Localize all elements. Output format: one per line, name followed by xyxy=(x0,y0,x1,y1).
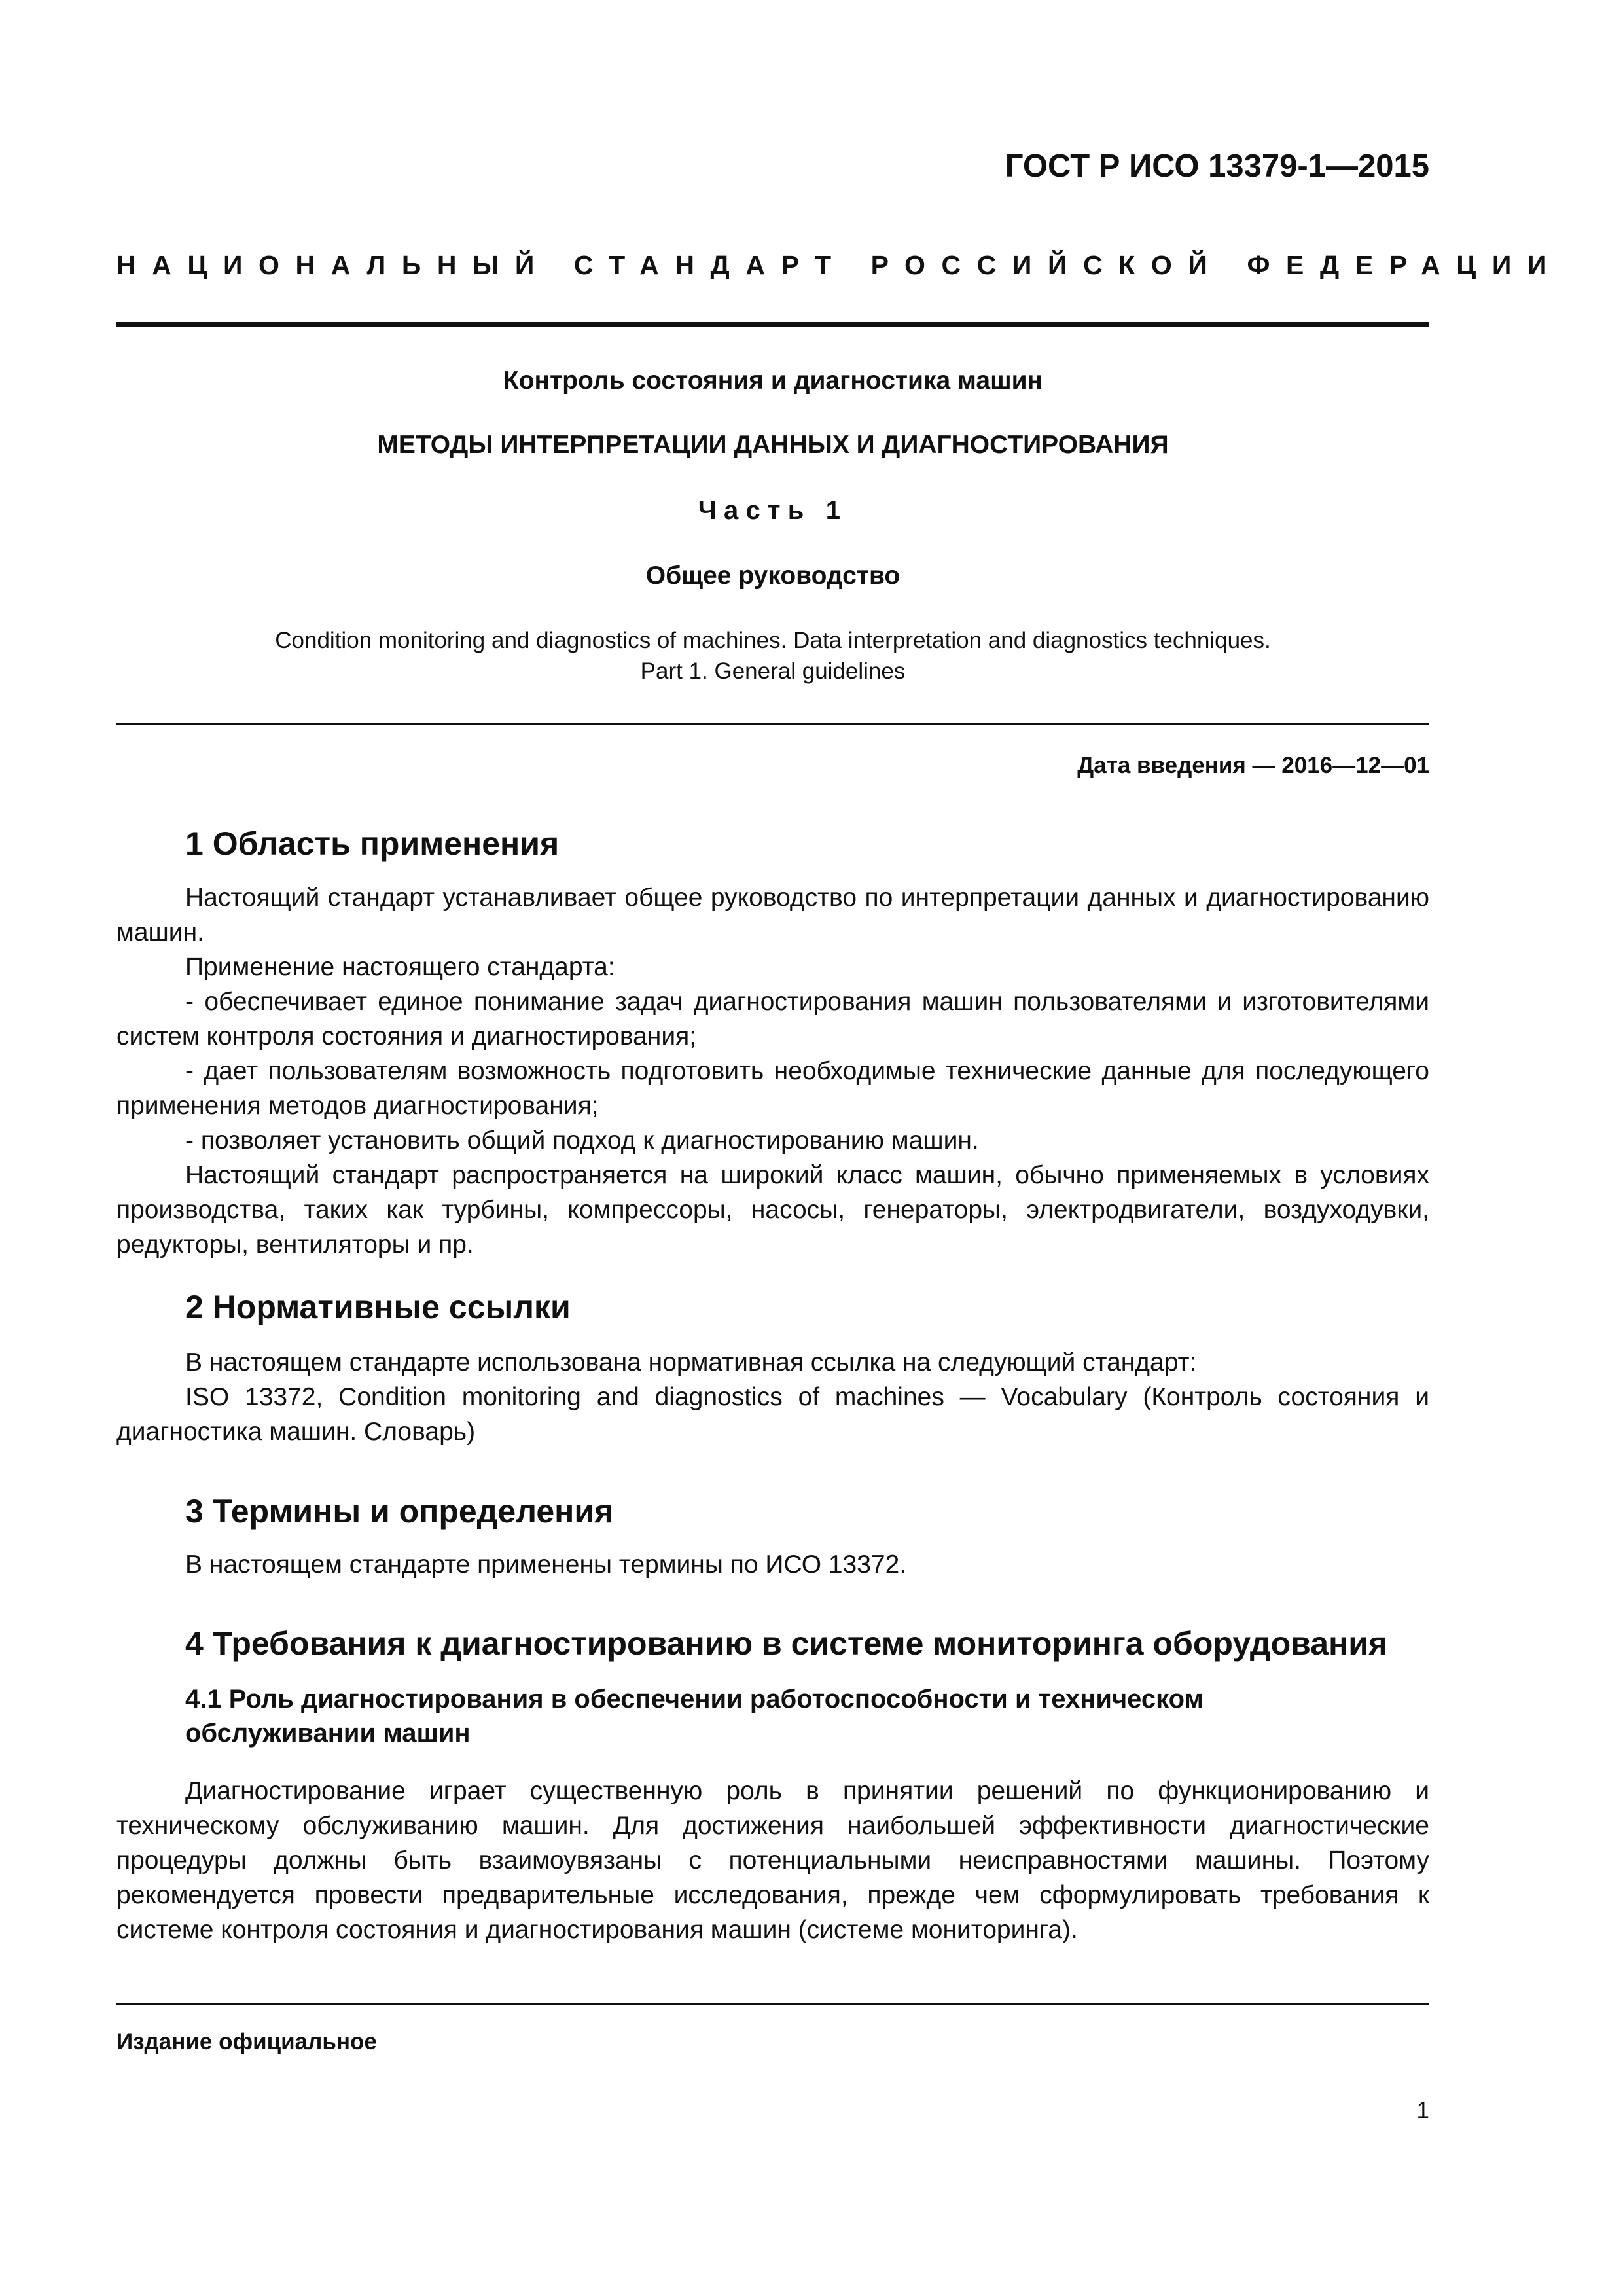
introduction-date: Дата введения — 2016—12—01 xyxy=(1077,753,1429,778)
english-title xyxy=(116,625,1429,687)
section-1-heading: 1 Область применения xyxy=(185,825,560,862)
document-code: ГОСТ Р ИСО 13379-1—2015 xyxy=(1005,149,1429,184)
national-standard-banner: НАЦИОНАЛЬНЫЙ СТАНДАРТ РОССИЙСКОЙ ФЕДЕРАЦИИ xyxy=(116,250,1563,280)
section-3-body xyxy=(116,1547,1429,1582)
title-subtitle: Контроль состояния и диагностика машин xyxy=(503,367,1043,395)
paragraph: Настоящий стандарт распространяется на широкий класс машин, обычно применяемых в условиях производства, таких как турбины, компрессоры, насосы, генераторы, электродвигатели, воздуходувки, редукторы, вентиляторы и пр. xyxy=(116,1161,1429,1259)
page-number: 1 xyxy=(1416,2098,1429,2123)
title-divider xyxy=(116,723,1429,725)
list-item: - обеспечивает единое понимание задач диагностирования машин пользователями и изготовителями систем контроля состояния и диагностирования; xyxy=(116,988,1429,1050)
section-3-heading: 3 Термины и определения xyxy=(185,1493,614,1530)
paragraph: В настоящем стандарте применены термины по ИСО 13372. xyxy=(185,1551,907,1579)
paragraph: Диагностирование играет существенную роль в принятии решений по функционированию и техническому обслуживанию машин. Для достижения наибольшей эффективности диагностические процедуры должны быть взаимоувязаны с потенциальными неисправностями машины. Поэтому рекомендуется провести предварительные исследования, прежде чем сформулировать требования к системе контроля состояния и диагностирования машин (системе мониторинга). xyxy=(116,1777,1429,1944)
paragraph: Применение настоящего стандарта: xyxy=(185,953,615,981)
section-4-heading: 4 Требования к диагностированию в системе мониторинга оборудования xyxy=(185,1625,1388,1662)
paragraph: В настоящем стандарте использована нормативная ссылка на следующий стандарт: xyxy=(185,1348,1197,1376)
footer-divider xyxy=(116,2003,1429,2005)
subsection-heading-line-1: 4.1 Роль диагностирования в обеспечении работоспособности и техническом xyxy=(185,1685,1204,1713)
section-2-heading: 2 Нормативные ссылки xyxy=(185,1289,571,1325)
paragraph: Настоящий стандарт устанавливает общее руководство по интерпретации данных и диагностированию машин. xyxy=(116,884,1429,946)
paragraph: ISO 13372, Condition monitoring and diagnostics of machines — Vocabulary (Контроль состояния и диагностика машин. Словарь) xyxy=(116,1383,1429,1446)
title-part-name: Общее руководство xyxy=(645,562,901,590)
subsection-4-1-heading xyxy=(185,1682,1204,1750)
title-part: Часть 1 xyxy=(698,496,848,525)
top-divider xyxy=(116,322,1429,327)
subsection-heading-line-2: обслуживании машин xyxy=(185,1719,471,1748)
english-title-line-2: Part 1. General guidelines xyxy=(640,658,906,684)
section-1-body xyxy=(116,880,1429,1262)
section-2-body xyxy=(116,1345,1429,1449)
edition-note: Издание официальное xyxy=(116,2029,377,2054)
list-item: - позволяет установить общий подход к диагностированию машин. xyxy=(185,1126,979,1155)
section-4-body xyxy=(116,1774,1429,1947)
list-item: - дает пользователям возможность подготовить необходимые технические данные для последующего применения методов диагностирования; xyxy=(116,1057,1429,1120)
english-title-line-1: Condition monitoring and diagnostics of machines. Data interpretation and diagnostics techniques. xyxy=(275,628,1271,653)
title-main: МЕТОДЫ ИНТЕРПРЕТАЦИИ ДАННЫХ И ДИАГНОСТИРОВАНИЯ xyxy=(377,431,1169,459)
